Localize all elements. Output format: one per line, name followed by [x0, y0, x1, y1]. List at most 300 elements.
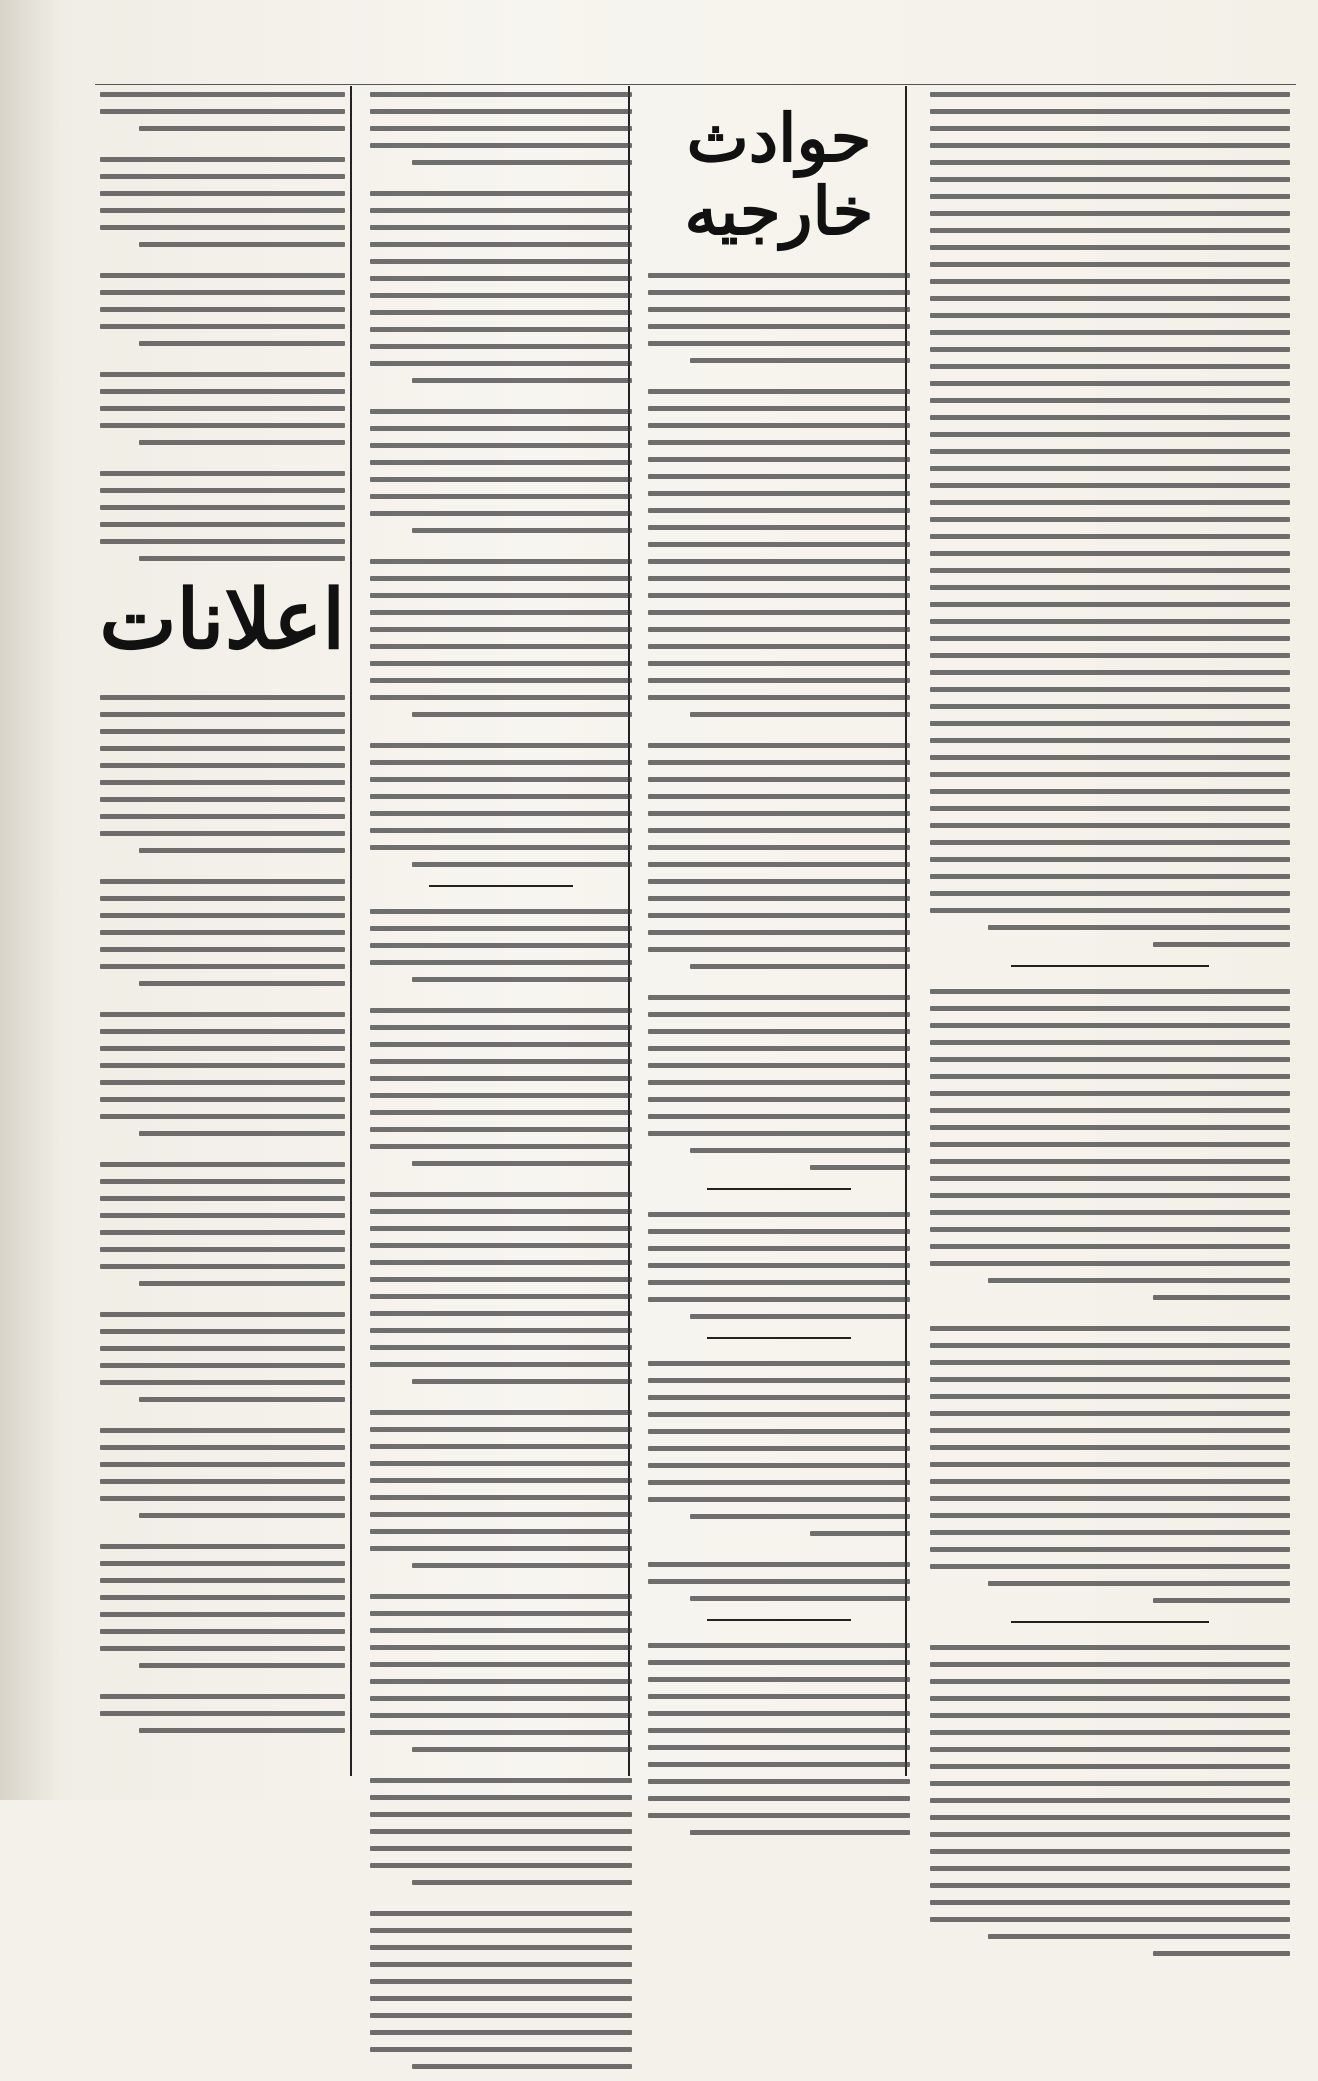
text-line — [370, 2013, 632, 2018]
text-line — [100, 1114, 345, 1119]
text-line — [930, 1176, 1290, 1181]
text-line — [370, 1243, 632, 1248]
text-line — [930, 1360, 1290, 1365]
text-line — [370, 1260, 632, 1265]
text-line — [648, 695, 910, 700]
paragraph-gap — [100, 1414, 345, 1428]
text-line — [930, 1747, 1290, 1752]
text-line — [100, 1029, 345, 1034]
text-line — [370, 1294, 632, 1299]
text-line — [648, 661, 910, 666]
paragraph-gap — [930, 1312, 1290, 1326]
text-line — [370, 1110, 632, 1115]
text-line — [648, 995, 910, 1000]
text-line — [930, 1057, 1290, 1062]
text-line — [648, 1097, 910, 1102]
text-line — [370, 225, 632, 230]
text-line — [100, 389, 345, 394]
text-line — [988, 1581, 1290, 1586]
text-line — [930, 177, 1290, 182]
text-line — [930, 1445, 1290, 1450]
text-line — [370, 593, 632, 598]
text-line — [370, 361, 632, 366]
text-line — [100, 1046, 345, 1051]
text-line — [930, 1900, 1290, 1905]
text-line — [930, 1496, 1290, 1501]
text-line — [648, 559, 910, 564]
paragraph-gap — [100, 1298, 345, 1312]
text-line — [412, 160, 632, 165]
text-line — [100, 1264, 345, 1269]
text-line — [100, 763, 345, 768]
text-line — [930, 1798, 1290, 1803]
text-line — [930, 500, 1290, 505]
text-line — [930, 296, 1290, 301]
text-line — [930, 1764, 1290, 1769]
text-line — [100, 947, 345, 952]
text-line — [370, 644, 632, 649]
text-line — [370, 943, 632, 948]
text-line — [139, 981, 345, 986]
column-rule — [350, 86, 352, 1776]
text-line — [100, 157, 345, 162]
text-line — [648, 678, 910, 683]
text-line — [930, 1125, 1290, 1130]
article-text — [648, 273, 910, 1835]
text-line — [648, 760, 910, 765]
section-separator — [1011, 1621, 1209, 1623]
text-line — [370, 1209, 632, 1214]
text-line — [648, 896, 910, 901]
text-line — [370, 1427, 632, 1432]
article-text — [370, 92, 632, 2069]
text-line — [100, 307, 345, 312]
text-line — [100, 780, 345, 785]
text-line — [370, 678, 632, 683]
text-line — [370, 1444, 632, 1449]
text-line — [930, 823, 1290, 828]
text-line — [370, 1328, 632, 1333]
text-line — [930, 989, 1290, 994]
text-line — [930, 1343, 1290, 1348]
text-line — [100, 1012, 345, 1017]
text-line — [412, 1880, 632, 1885]
text-line — [648, 1029, 910, 1034]
column-masthead — [648, 92, 910, 1847]
section-separator — [707, 1188, 851, 1190]
text-line — [648, 743, 910, 748]
text-line — [930, 1462, 1290, 1467]
text-line — [370, 2030, 632, 2035]
text-line — [139, 126, 345, 131]
text-line — [930, 670, 1290, 675]
text-line — [930, 1159, 1290, 1164]
text-line — [370, 494, 632, 499]
text-line — [370, 208, 632, 213]
text-line — [930, 1662, 1290, 1667]
text-line — [370, 327, 632, 332]
text-line — [930, 330, 1290, 335]
text-line — [370, 1025, 632, 1030]
text-line — [370, 1093, 632, 1098]
text-line — [930, 534, 1290, 539]
text-line — [930, 1091, 1290, 1096]
text-line — [930, 228, 1290, 233]
text-line — [930, 857, 1290, 862]
text-line — [370, 409, 632, 414]
text-line — [648, 290, 910, 295]
text-line — [100, 1595, 345, 1600]
text-line — [930, 1074, 1290, 1079]
text-line — [370, 310, 632, 315]
text-line — [648, 1745, 910, 1750]
masthead-title: حوادث خارجیه — [684, 99, 874, 250]
text-line — [648, 627, 910, 632]
text-line — [648, 879, 910, 884]
text-line — [648, 440, 910, 445]
text-line — [100, 208, 345, 213]
text-line — [930, 1917, 1290, 1922]
text-line — [370, 143, 632, 148]
text-line — [930, 1883, 1290, 1888]
text-line — [648, 1728, 910, 1733]
text-line — [370, 259, 632, 264]
text-line — [370, 1192, 632, 1197]
text-line — [370, 1345, 632, 1350]
text-line — [930, 568, 1290, 573]
text-line — [690, 358, 910, 363]
binding-shadow — [0, 0, 60, 1800]
text-line — [370, 926, 632, 931]
text-line — [100, 1329, 345, 1334]
paragraph-gap — [648, 981, 910, 995]
text-line — [100, 1428, 345, 1433]
text-line — [930, 211, 1290, 216]
text-line — [930, 891, 1290, 896]
text-line — [139, 1397, 345, 1402]
paragraph-gap — [370, 1580, 632, 1594]
paragraph-gap — [370, 1396, 632, 1410]
text-line — [370, 576, 632, 581]
text-line — [648, 1412, 910, 1417]
text-line — [930, 704, 1290, 709]
text-line — [648, 1813, 910, 1818]
paragraph-gap — [370, 994, 632, 1008]
text-line — [930, 143, 1290, 148]
text-line — [690, 1314, 910, 1319]
text-line — [930, 364, 1290, 369]
text-line — [370, 1008, 632, 1013]
text-line — [100, 1247, 345, 1252]
text-line — [100, 406, 345, 411]
text-line — [648, 457, 910, 462]
text-line — [1153, 1598, 1290, 1603]
text-line — [370, 1812, 632, 1817]
paragraph-gap — [100, 457, 345, 471]
text-line — [100, 746, 345, 751]
text-line — [930, 347, 1290, 352]
text-line — [930, 517, 1290, 522]
text-line — [648, 777, 910, 782]
text-line — [139, 848, 345, 853]
text-line — [370, 1730, 632, 1735]
text-line — [370, 1846, 632, 1851]
text-line — [100, 1312, 345, 1317]
text-line — [100, 191, 345, 196]
column-center — [370, 92, 632, 2081]
text-line — [412, 378, 632, 383]
column-ads — [100, 92, 345, 1745]
text-line — [100, 1694, 345, 1699]
text-line — [370, 92, 632, 97]
text-line — [370, 426, 632, 431]
text-line — [648, 1297, 910, 1302]
text-line — [100, 797, 345, 802]
text-line — [370, 1362, 632, 1367]
text-line — [648, 576, 910, 581]
section-separator — [707, 1619, 851, 1621]
paragraph-gap — [370, 1897, 632, 1911]
text-line — [370, 1226, 632, 1231]
text-line — [648, 947, 910, 952]
text-line — [412, 1161, 632, 1166]
paragraph-gap — [370, 729, 632, 743]
text-line — [930, 1006, 1290, 1011]
text-line — [930, 653, 1290, 658]
text-line — [648, 1080, 910, 1085]
text-line — [100, 1162, 345, 1167]
paragraph-gap — [100, 143, 345, 157]
text-line — [930, 1564, 1290, 1569]
text-line — [988, 925, 1290, 930]
text-line — [370, 828, 632, 833]
text-line — [930, 483, 1290, 488]
text-line — [100, 729, 345, 734]
text-line — [930, 1781, 1290, 1786]
text-line — [930, 313, 1290, 318]
text-line — [930, 1142, 1290, 1147]
text-line — [930, 245, 1290, 250]
paragraph-gap — [370, 1178, 632, 1192]
top-rule — [95, 84, 1296, 85]
text-line — [930, 449, 1290, 454]
text-line — [648, 1446, 910, 1451]
text-line — [100, 1063, 345, 1068]
text-line — [930, 1261, 1290, 1266]
text-line — [100, 879, 345, 884]
text-line — [370, 743, 632, 748]
text-line — [930, 908, 1290, 913]
text-line — [100, 1462, 345, 1467]
text-line — [100, 1479, 345, 1484]
text-line — [648, 1378, 910, 1383]
column-rightmost — [930, 92, 1290, 1968]
text-line — [648, 1480, 910, 1485]
text-line — [370, 1410, 632, 1415]
text-line — [139, 440, 345, 445]
text-line — [139, 341, 345, 346]
text-line — [930, 1547, 1290, 1552]
text-line — [370, 1645, 632, 1650]
text-line — [648, 1046, 910, 1051]
text-line — [370, 293, 632, 298]
text-line — [370, 1962, 632, 1967]
text-line — [370, 1144, 632, 1149]
text-line — [100, 913, 345, 918]
text-line — [370, 191, 632, 196]
text-line — [930, 466, 1290, 471]
text-line — [648, 644, 910, 649]
text-line — [100, 109, 345, 114]
paragraph-gap — [100, 358, 345, 372]
text-line — [412, 1747, 632, 1752]
text-line — [370, 661, 632, 666]
text-line — [930, 1377, 1290, 1382]
text-line — [930, 109, 1290, 114]
text-line — [930, 262, 1290, 267]
text-line — [648, 1677, 910, 1682]
text-line — [648, 845, 910, 850]
text-line — [370, 1042, 632, 1047]
text-line — [100, 1196, 345, 1201]
text-line — [139, 1663, 345, 1668]
text-line — [100, 1363, 345, 1368]
text-line — [930, 1479, 1290, 1484]
text-line — [370, 1662, 632, 1667]
section-separator — [1011, 965, 1209, 967]
text-line — [100, 1080, 345, 1085]
text-line — [370, 1778, 632, 1783]
text-line — [412, 1379, 632, 1384]
text-line — [930, 840, 1290, 845]
text-line — [930, 432, 1290, 437]
text-line — [648, 1779, 910, 1784]
text-line — [370, 126, 632, 131]
text-line — [930, 1108, 1290, 1113]
paragraph-gap — [648, 1548, 910, 1562]
text-line — [370, 1311, 632, 1316]
text-line — [930, 636, 1290, 641]
text-line — [690, 1830, 910, 1835]
text-line — [100, 896, 345, 901]
text-line — [370, 1478, 632, 1483]
text-line — [100, 290, 345, 295]
text-line — [100, 488, 345, 493]
text-line — [370, 109, 632, 114]
text-line — [930, 1428, 1290, 1433]
text-line — [412, 528, 632, 533]
text-line — [370, 777, 632, 782]
text-line — [100, 1380, 345, 1385]
text-line — [930, 1645, 1290, 1650]
text-line — [648, 307, 910, 312]
text-line — [139, 556, 345, 561]
text-line — [100, 712, 345, 717]
text-line — [648, 1263, 910, 1268]
text-line — [100, 831, 345, 836]
text-line — [930, 1866, 1290, 1871]
text-line — [412, 2064, 632, 2069]
text-line — [648, 474, 910, 479]
text-line — [648, 1643, 910, 1648]
section-separator — [707, 1337, 851, 1339]
paragraph-gap — [648, 375, 910, 389]
text-line — [139, 1281, 345, 1286]
text-line — [648, 324, 910, 329]
text-line — [930, 160, 1290, 165]
text-line — [930, 806, 1290, 811]
text-line — [810, 1165, 910, 1170]
text-line — [370, 1127, 632, 1132]
text-line — [370, 794, 632, 799]
paragraph-gap — [648, 729, 910, 743]
text-line — [100, 372, 345, 377]
text-line — [100, 1629, 345, 1634]
text-line — [648, 508, 910, 513]
text-line — [100, 1346, 345, 1351]
text-line — [648, 1762, 910, 1767]
text-line — [930, 1227, 1290, 1232]
text-line — [370, 1696, 632, 1701]
text-line — [370, 627, 632, 632]
text-line — [930, 279, 1290, 284]
text-line — [930, 687, 1290, 692]
text-line — [100, 505, 345, 510]
text-line — [412, 977, 632, 982]
announcements-text — [100, 695, 345, 1733]
text-line — [370, 1529, 632, 1534]
text-line — [690, 1514, 910, 1519]
text-line — [370, 960, 632, 965]
text-line — [100, 423, 345, 428]
text-line — [100, 1646, 345, 1651]
text-line — [100, 1561, 345, 1566]
text-line — [648, 1361, 910, 1366]
text-line — [370, 1594, 632, 1599]
text-line — [100, 1496, 345, 1501]
text-line — [1153, 1295, 1290, 1300]
text-line — [930, 194, 1290, 199]
text-line — [370, 1979, 632, 1984]
text-line — [648, 1229, 910, 1234]
text-line — [930, 585, 1290, 590]
paragraph-gap — [100, 998, 345, 1012]
text-line — [370, 242, 632, 247]
text-line — [370, 1546, 632, 1551]
text-line — [100, 1445, 345, 1450]
text-line — [648, 794, 910, 799]
text-line — [930, 1023, 1290, 1028]
text-line — [370, 845, 632, 850]
text-line — [648, 1114, 910, 1119]
text-line — [370, 1928, 632, 1933]
text-line — [648, 1660, 910, 1665]
text-line — [100, 1612, 345, 1617]
text-line — [100, 1544, 345, 1549]
text-line — [648, 913, 910, 918]
text-line — [370, 443, 632, 448]
text-line — [370, 344, 632, 349]
paragraph-gap — [370, 395, 632, 409]
text-line — [930, 1210, 1290, 1215]
text-line — [370, 2047, 632, 2052]
text-line — [648, 1063, 910, 1068]
text-line — [100, 92, 345, 97]
text-line — [412, 862, 632, 867]
text-line — [930, 721, 1290, 726]
text-line — [930, 1832, 1290, 1837]
text-line — [930, 772, 1290, 777]
